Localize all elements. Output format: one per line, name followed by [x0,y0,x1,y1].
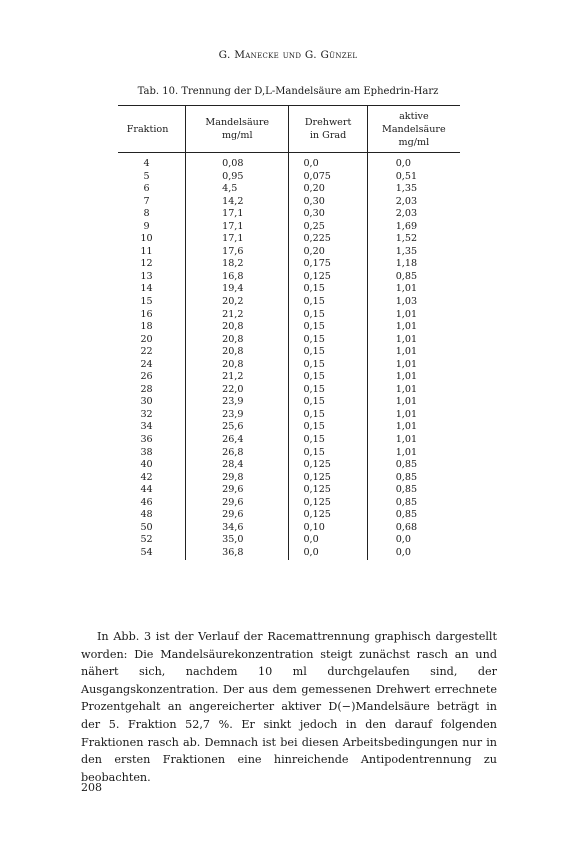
table-row [118,497,460,510]
cell-mandelsaeure: 34,6 [186,522,289,535]
table-caption-prefix: Tab. 10. [137,86,179,97]
cell-drehwert: 0,125 [289,459,367,472]
table-row [118,196,460,209]
cell-drehwert: 0,125 [289,497,367,510]
table-row [118,153,460,171]
table-header-row [118,106,460,153]
cell-mandelsaeure: 14,2 [186,196,289,209]
cell-mandelsaeure: 23,9 [186,396,289,409]
cell-aktive-mandelsaeure: 2,03 [367,208,460,221]
cell-aktive-mandelsaeure: 0,85 [367,472,460,485]
cell-fraktion: 50 [140,521,153,533]
cell-mandelsaeure: 20,8 [186,346,289,359]
cell-drehwert: 0,15 [289,321,367,334]
cell-mandelsaeure: 23,9 [186,409,289,422]
cell-drehwert: 0,175 [289,258,367,271]
cell-drehwert: 0,15 [289,409,367,422]
cell-fraktion: 6 [143,183,150,195]
cell-aktive-mandelsaeure: 1,01 [367,396,460,409]
table-row [118,271,460,284]
cell-aktive-mandelsaeure: 1,18 [367,258,460,271]
cell-aktive-mandelsaeure: 0,85 [367,509,460,522]
table-row [118,396,460,409]
cell-aktive-mandelsaeure: 1,03 [367,296,460,309]
cell-mandelsaeure: 16,8 [186,271,289,284]
cell-mandelsaeure: 20,2 [186,296,289,309]
cell-mandelsaeure: 22,0 [186,384,289,397]
cell-fraktion: 26 [140,371,153,383]
cell-mandelsaeure: 17,1 [186,208,289,221]
cell-mandelsaeure: 20,8 [186,334,289,347]
cell-drehwert: 0,125 [289,472,367,485]
cell-drehwert: 0,15 [289,334,367,347]
cell-aktive-mandelsaeure: 1,01 [367,309,460,322]
cell-drehwert: 0,30 [289,196,367,209]
cell-aktive-mandelsaeure: 0,68 [367,522,460,535]
header-aktive-mandelsaeure [367,106,460,153]
table-row [118,447,460,460]
cell-aktive-mandelsaeure: 0,0 [367,534,460,547]
cell-drehwert: 0,0 [289,534,367,547]
table-row [118,296,460,309]
cell-fraktion: 9 [143,220,150,232]
table-row [118,283,460,296]
cell-aktive-mandelsaeure: 0,0 [367,547,460,560]
body-paragraph: In Abb. 3 ist der Verlauf der Racemattrennung graphisch dargestellt worden: Die Mandelsäurekonzentration steigt zunächst rasch an und nähert sich, nachdem 10 ml durchgelaufen sind, der Ausgangskonzentration. Der aus dem gemessenen Drehwert errechnete Prozentgehalt an angereicherter aktiver D(−)Mandelsäure beträgt in der 5. Fraktion 52,7 %. Er sinkt jedoch in den darauf folgenden Fraktionen rasch ab. Demnach ist bei diesen Arbeitsbedingungen nur in den ersten Fraktionen eine hinreichende Antipodentrennung zu beobachten. [81,630,497,784]
cell-fraktion: 11 [140,245,153,257]
header-fraktion [118,106,186,153]
table-row [118,509,460,522]
cell-fraktion: 7 [143,195,150,207]
cell-drehwert: 0,0 [289,547,367,560]
header-drehwert-line2: in Grad [309,130,347,141]
cell-fraktion: 28 [140,383,153,395]
cell-drehwert: 0,225 [289,233,367,246]
header-aktive-line3: mg/ml [398,136,430,148]
table-row [118,208,460,221]
cell-fraktion: 42 [140,471,153,483]
table-row [118,534,460,547]
cell-aktive-mandelsaeure: 1,35 [367,183,460,196]
cell-aktive-mandelsaeure: 0,51 [367,171,460,184]
cell-drehwert: 0,125 [289,484,367,497]
header-fraktion-label: Fraktion [126,123,169,135]
cell-mandelsaeure: 29,8 [186,472,289,485]
table-row [118,221,460,234]
cell-drehwert: 0,125 [289,271,367,284]
cell-fraktion: 44 [140,484,153,496]
header-mandelsaeure [186,106,289,153]
data-table [118,105,460,560]
running-head: G. Manecke und G. Günzel [218,49,358,61]
table-row [118,246,460,259]
table-row [118,472,460,485]
cell-drehwert: 0,15 [289,447,367,460]
table-row [118,346,460,359]
cell-aktive-mandelsaeure: 1,01 [367,334,460,347]
cell-fraktion: 40 [140,459,153,471]
cell-fraktion: 34 [140,421,153,433]
cell-aktive-mandelsaeure: 0,85 [367,497,460,510]
cell-aktive-mandelsaeure: 1,35 [367,246,460,259]
cell-mandelsaeure: 20,8 [186,359,289,372]
table-row [118,321,460,334]
cell-drehwert: 0,20 [289,183,367,196]
cell-aktive-mandelsaeure: 0,85 [367,459,460,472]
table-row [118,409,460,422]
cell-drehwert: 0,15 [289,384,367,397]
cell-aktive-mandelsaeure: 1,01 [367,434,460,447]
page-number: 208 [81,781,102,794]
cell-aktive-mandelsaeure: 2,03 [367,196,460,209]
cell-fraktion: 10 [140,233,153,245]
cell-mandelsaeure: 17,1 [186,221,289,234]
cell-mandelsaeure: 21,2 [186,371,289,384]
cell-fraktion: 16 [140,308,153,320]
header-aktive-line2: Mandelsäure [382,123,446,135]
cell-fraktion: 18 [140,321,153,333]
cell-fraktion: 20 [140,333,153,345]
header-drehwert [289,106,367,153]
cell-fraktion: 12 [140,258,153,270]
cell-aktive-mandelsaeure: 1,01 [367,447,460,460]
cell-fraktion: 48 [140,509,153,521]
cell-mandelsaeure: 26,4 [186,434,289,447]
cell-drehwert: 0,15 [289,371,367,384]
cell-drehwert: 0,10 [289,522,367,535]
cell-drehwert: 0,15 [289,309,367,322]
cell-mandelsaeure: 36,8 [186,547,289,560]
cell-mandelsaeure: 17,6 [186,246,289,259]
table-row [118,484,460,497]
cell-fraktion: 24 [140,358,153,370]
cell-drehwert: 0,075 [289,171,367,184]
cell-mandelsaeure: 26,8 [186,447,289,460]
cell-fraktion: 32 [140,408,153,420]
header-drehwert-line1: Drehwert [304,117,352,128]
cell-fraktion: 14 [140,283,153,295]
cell-mandelsaeure: 17,1 [186,233,289,246]
cell-mandelsaeure: 20,8 [186,321,289,334]
table-body [118,153,460,560]
table-row [118,334,460,347]
cell-fraktion: 46 [140,496,153,508]
cell-drehwert: 0,25 [289,221,367,234]
table-row [118,522,460,535]
cell-mandelsaeure: 29,6 [186,484,289,497]
table-row [118,434,460,447]
table-row [118,183,460,196]
cell-fraktion: 15 [140,296,153,308]
cell-fraktion: 4 [143,158,150,169]
table-row [118,547,460,560]
table-caption-text: Trennung der D,L-Mandelsäure am Ephedrin-Harz [181,86,439,97]
cell-aktive-mandelsaeure: 0,85 [367,484,460,497]
table-caption [0,86,576,97]
cell-drehwert: 0,15 [289,434,367,447]
cell-fraktion: 13 [140,270,153,282]
cell-drehwert: 0,125 [289,509,367,522]
cell-mandelsaeure: 21,2 [186,309,289,322]
cell-fraktion: 54 [140,546,153,558]
cell-fraktion: 8 [143,208,150,220]
cell-aktive-mandelsaeure: 1,01 [367,421,460,434]
table-row [118,421,460,434]
cell-aktive-mandelsaeure: 1,01 [367,321,460,334]
cell-mandelsaeure: 28,4 [186,459,289,472]
cell-aktive-mandelsaeure: 1,69 [367,221,460,234]
cell-mandelsaeure: 29,6 [186,509,289,522]
cell-aktive-mandelsaeure: 1,52 [367,233,460,246]
header-aktive-line1: aktive [399,110,429,122]
header-mandelsaeure-line1: Mandelsäure [205,117,270,128]
table-row [118,171,460,184]
cell-drehwert: 0,15 [289,421,367,434]
cell-aktive-mandelsaeure: 1,01 [367,371,460,384]
cell-drehwert: 0,0 [289,153,367,171]
cell-fraktion: 5 [143,170,150,182]
cell-drehwert: 0,15 [289,346,367,359]
cell-fraktion: 38 [140,446,153,458]
cell-aktive-mandelsaeure: 1,01 [367,409,460,422]
cell-mandelsaeure: 0,08 [186,153,289,171]
cell-fraktion: 52 [140,534,153,546]
cell-drehwert: 0,15 [289,359,367,372]
cell-drehwert: 0,15 [289,396,367,409]
table-row [118,233,460,246]
table-row [118,459,460,472]
cell-fraktion: 30 [140,396,153,408]
table-row [118,258,460,271]
cell-aktive-mandelsaeure: 1,01 [367,359,460,372]
cell-mandelsaeure: 25,6 [186,421,289,434]
cell-mandelsaeure: 29,6 [186,497,289,510]
cell-drehwert: 0,15 [289,296,367,309]
cell-aktive-mandelsaeure: 1,01 [367,384,460,397]
cell-fraktion: 22 [140,346,153,358]
cell-drehwert: 0,20 [289,246,367,259]
table-row [118,359,460,372]
cell-mandelsaeure: 19,4 [186,283,289,296]
table-row [118,309,460,322]
header-mandelsaeure-line2: mg/ml [221,130,253,141]
cell-drehwert: 0,30 [289,208,367,221]
table-row [118,384,460,397]
table-row [118,371,460,384]
cell-drehwert: 0,15 [289,283,367,296]
cell-mandelsaeure: 35,0 [186,534,289,547]
cell-mandelsaeure: 4,5 [186,183,289,196]
cell-mandelsaeure: 18,2 [186,258,289,271]
cell-fraktion: 36 [140,434,153,446]
cell-aktive-mandelsaeure: 0,85 [367,271,460,284]
cell-aktive-mandelsaeure: 1,01 [367,283,460,296]
cell-mandelsaeure: 0,95 [186,171,289,184]
cell-aktive-mandelsaeure: 1,01 [367,346,460,359]
cell-aktive-mandelsaeure: 0,0 [367,153,460,171]
